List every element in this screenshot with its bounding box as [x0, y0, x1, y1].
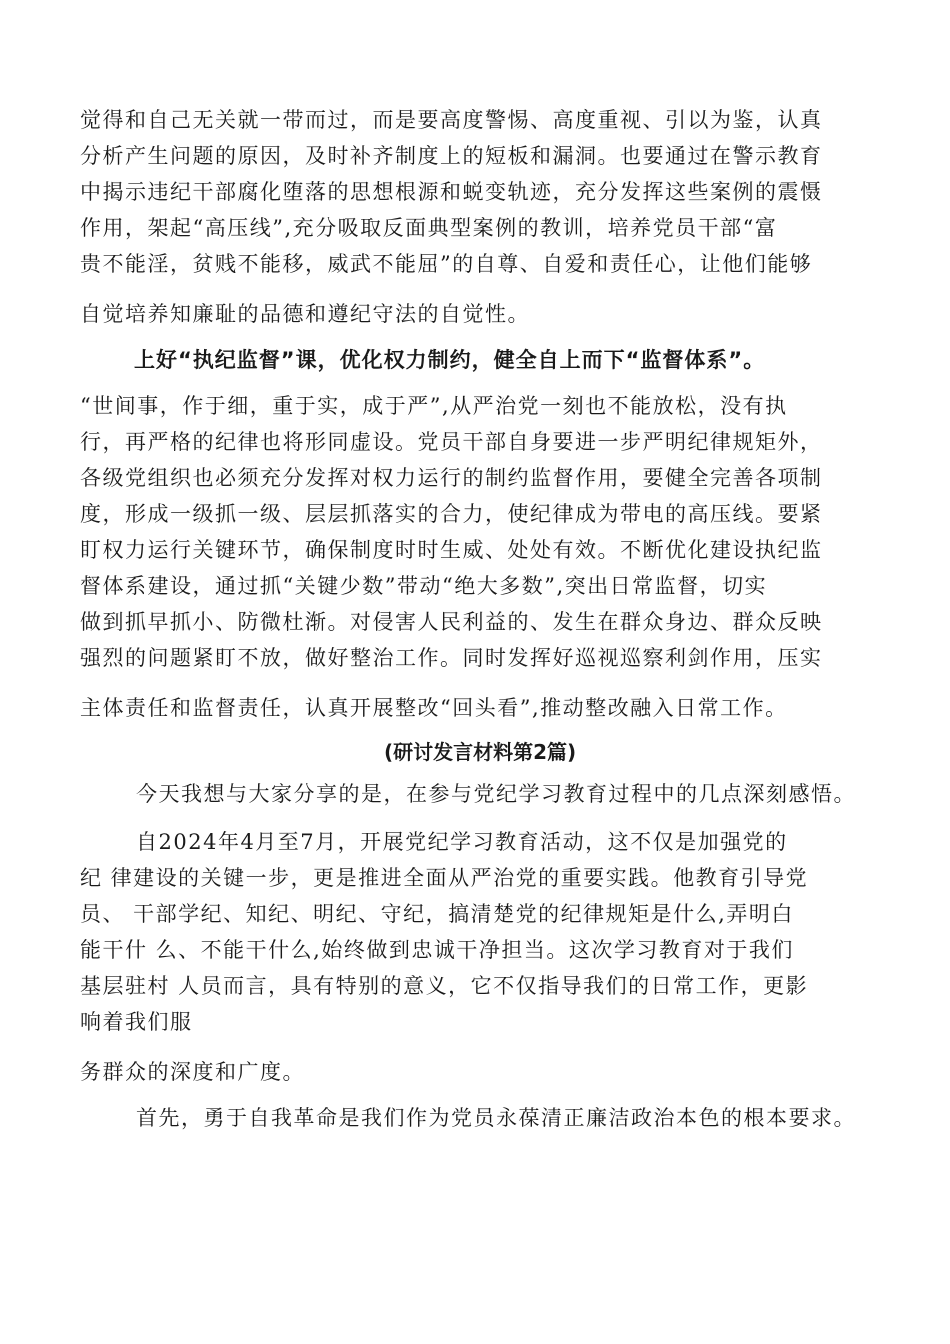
- body-text-line: 盯权力运行关键环节，确保制度时时生威、处处有效。不断优化建设执纪监: [80, 538, 823, 562]
- body-text-line: 主体责任和监督责任，认真开展整改“回头看”,推动整改融入日常工作。: [80, 696, 788, 720]
- body-text-line: 自2024年4月至7月，开展党纪学习教育活动，这不仅是加强党的: [136, 830, 788, 854]
- body-text-line: 务群众的深度和广度。: [80, 1060, 305, 1084]
- body-text-line: 度，形成一级抓一级、层层抓落实的合力，使纪律成为带电的高压线。要紧: [80, 502, 823, 526]
- body-text-line: 各级党组织也必须充分发挥对权力运行的制约监督作用，要健全完善各项制: [80, 466, 823, 490]
- body-text-line: 今天我想与大家分享的是，在参与党纪学习教育过程中的几点深刻感悟。: [136, 782, 856, 806]
- body-text-line: 响着我们服: [80, 1010, 193, 1034]
- body-text-line: 能干什 么、不能干什么,始终做到忠诚干净担当。这次学习教育对于我们: [80, 938, 794, 962]
- section-heading: 上好“执纪监督”课，优化权力制约，健全自上而下“监督体系”。: [134, 348, 766, 372]
- body-text-line: 首先，勇于自我革命是我们作为党员永葆清正廉洁政治本色的根本要求。: [136, 1106, 856, 1130]
- body-text-line: 觉得和自己无关就一带而过，而是要高度警惕、高度重视、引以为鉴，认真: [80, 108, 823, 132]
- body-text-line: 基层驻村 人员而言，具有特别的意义，它不仅指导我们的日常工作，更影: [80, 974, 809, 998]
- body-text-line: 督体系建设，通过抓“关键少数”带动“绝大多数”,突出日常监督，切实: [80, 574, 768, 598]
- body-text-line: 自觉培养知廉耻的品德和遵纪守法的自觉性。: [80, 302, 530, 326]
- body-text-line: 纪 律建设的关键一步，更是推进全面从严治党的重要实践。他教育引导党: [80, 866, 809, 890]
- section-title: (研讨发言材料第2篇): [384, 740, 577, 764]
- body-text-line: 行，再严格的纪律也将形同虚设。党员干部自身要进一步严明纪律规矩外，: [80, 430, 823, 454]
- body-text-line: 中揭示违纪干部腐化堕落的思想根源和蜕变轨迹，充分发挥这些案例的震慑: [80, 180, 823, 204]
- body-text-line: 作用，架起“高压线”,充分吸取反面典型案例的教训，培养党员干部“富: [80, 216, 778, 240]
- body-text-line: “世间事，作于细，重于实，成于严”,从严治党一刻也不能放松，没有执: [80, 394, 788, 418]
- body-text-line: 分析产生问题的原因，及时补齐制度上的短板和漏洞。也要通过在警示教育: [80, 144, 823, 168]
- body-text-line: 做到抓早抓小、防微杜渐。对侵害人民利益的、发生在群众身边、群众反映: [80, 610, 823, 634]
- body-text-line: 员、 干部学纪、知纪、明纪、守纪，搞清楚党的纪律规矩是什么,弄明白: [80, 902, 794, 926]
- body-text-line: 强烈的问题紧盯不放，做好整治工作。同时发挥好巡视巡察利剑作用，压实: [80, 646, 823, 670]
- body-text-line: 贵不能淫，贫贱不能移，威武不能屈”的自尊、自爱和责任心，让他们能够: [80, 252, 813, 276]
